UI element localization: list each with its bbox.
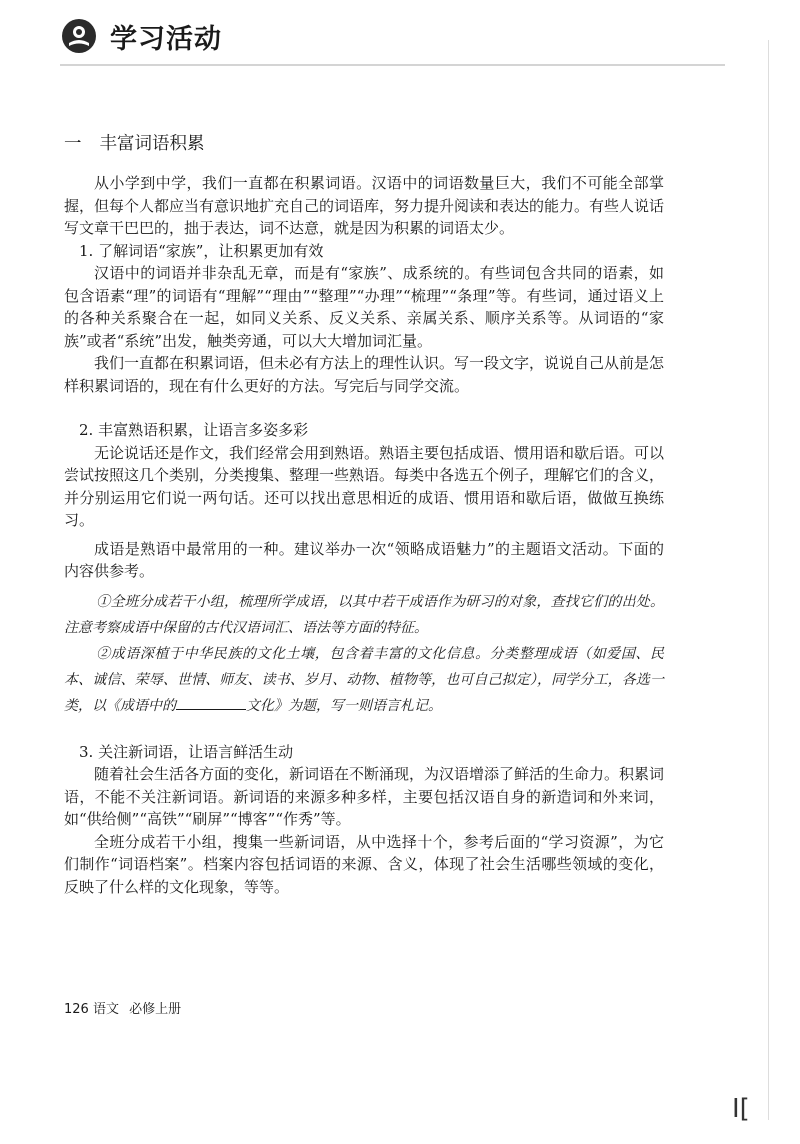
page-footer — [64, 998, 181, 1017]
spacer — [64, 397, 664, 419]
main-content — [64, 172, 664, 898]
footer-book: 必修上册 — [129, 1002, 182, 1017]
page-header — [62, 14, 222, 58]
part3-paragraph-1: 随着社会生活各方面的变化，新词语在不断涌现，为汉语增添了鲜活的生命力。积累词语，不能不关注新词语。新词语的来源多种多样，主要包括汉语自身的新造词和外来词，如“供给侧”“高铁”“刷屏”“博客”“作秀”等。 — [64, 765, 665, 828]
section-title-text: 丰富词语积累 — [99, 134, 205, 154]
activity-item-2 — [64, 641, 664, 719]
header-divider — [60, 64, 725, 66]
page-edge-shadow — [768, 40, 769, 1120]
part1-paragraph-2: 我们一直都在积累词语，但未必有方法上的理性认识。写一段文字，说说自己从前是怎样积累词语的，现在有什么更好的方法。写完后与同学交流。 — [64, 354, 665, 395]
part3-heading: 3. 关注新词语，让语言鲜活生动 — [79, 742, 294, 761]
intro-paragraph: 从小学到中学，我们一直都在积累词语。汉语中的词语数量巨大，我们不可能全部掌握，但每个人都应当有意识地扩充自己的词语库，努力提升阅读和表达的能力。有些人说话写文章干巴巴的，拙于表达，词不达意，就是因为积累的词语太少。 — [64, 174, 665, 237]
fill-in-blank — [176, 695, 246, 710]
section-title — [64, 130, 205, 155]
part2-paragraph-2: 成语是熟语中最常用的一种。建议举办一次“领略成语魅力”的主题语文活动。下面的内容供参考。 — [64, 539, 664, 580]
activity-item-2-after: 文化》为题，写一则语言札记。 — [246, 697, 442, 714]
part2-heading: 2. 丰富熟语积累，让语言多姿多彩 — [79, 421, 309, 439]
part1-heading: 1. 了解词语“家族”，让积累更加有效 — [79, 241, 324, 260]
activity-item-2-before: ②成语深植于中华民族的文化土壤，包含着丰富的文化信息。分类整理成语（如爱国、民本、诚信、荣辱、世情、师友、读书、岁月、动物、植物等，也可自己拟定），同学分工，各选一类，以《成语中的 — [64, 645, 664, 714]
part3-paragraph-2: 全班分成若干小组，搜集一些新词语，从中选择十个，参考后面的“学习资源”，为它们制作“词语档案”。档案内容包括词语的来源、含义，体现了社会生活哪些领域的变化，反映了什么样的文化现象，等等。 — [64, 832, 664, 896]
header-title: 学习活动 — [110, 23, 222, 55]
page-number: 126 — [64, 1002, 89, 1017]
section-number: 一 — [64, 134, 82, 154]
part2-paragraph-1: 无论说话还是作文，我们经常会用到熟语。熟语主要包括成语、惯用语和歇后语。可以尝试按照这几个类别，分类搜集、整理一些熟语。每类中各选五个例子，理解它们的含义，并分别运用它们说一两句话。还可以找出意思相近的成语、惯用语和歇后语，做做互换练习。 — [64, 443, 665, 529]
activity-logo-icon — [62, 19, 96, 53]
spacer — [64, 719, 664, 741]
handwritten-mark: I[ — [732, 1094, 750, 1124]
activity-item-1: ①全班分成若干小组，梳理所学成语，以其中若干成语作为研习的对象，查找它们的出处。注意考察成语中保留的古代汉语词汇、语法等方面的特征。 — [64, 593, 664, 636]
footer-subject: 语文 — [92, 1002, 119, 1017]
part1-paragraph-1: 汉语中的词语并非杂乱无章，而是有“家族”、成系统的。有些词包含共同的语素，如包含语素“理”的词语有“理解”“理由”“整理”“办理”“梳理”“条理”等。有些词，通过语义上的各种关系聚合在一起，如同义关系、反义关系、亲属关系、顺序关系等。从词语的“家族”或者“系统”出发，触类旁通，可以大大增加词汇量。 — [64, 264, 664, 350]
